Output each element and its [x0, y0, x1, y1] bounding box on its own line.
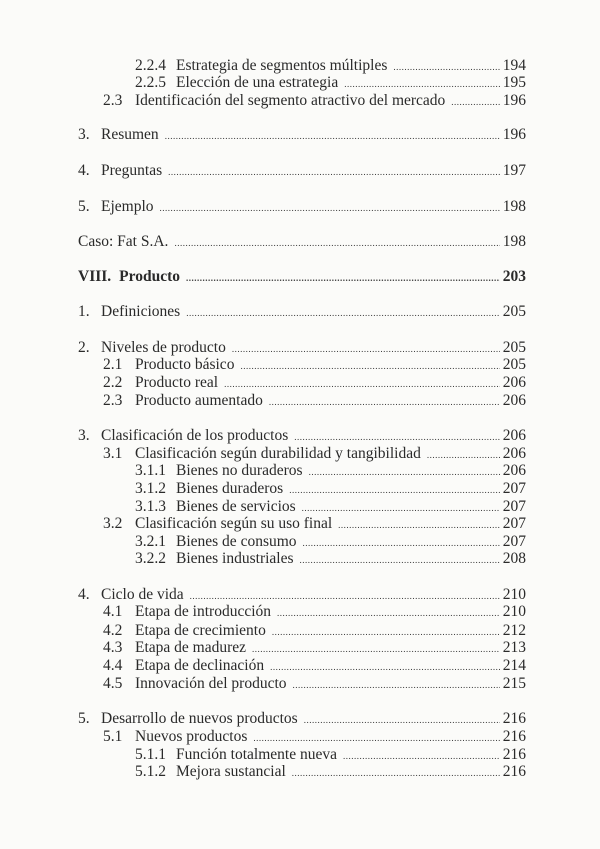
toc-entry: [103, 515, 526, 533]
leader-dots: [160, 199, 500, 217]
toc-entry: [103, 392, 526, 410]
toc-entry: [103, 622, 526, 640]
leader-dots: [289, 481, 500, 499]
toc-entry-number: VIII.: [78, 268, 112, 285]
leader-dots: [344, 75, 500, 93]
toc-entry-page: 210: [502, 586, 526, 603]
leader-dots: [186, 304, 500, 322]
toc-entry-number: 4.1: [103, 603, 123, 620]
toc-entry-page: 195: [502, 74, 526, 91]
toc-entry-number: 3.2: [103, 515, 123, 532]
toc-entry-number: 3.2.2: [135, 550, 166, 567]
toc-entry: [78, 303, 526, 321]
toc-entry-page: 205: [502, 356, 526, 373]
leader-dots: [451, 93, 499, 111]
toc-entry-page: 214: [502, 657, 526, 674]
toc-entry-page: 205: [502, 303, 526, 320]
toc-entry-number: 2.2.4: [135, 57, 166, 74]
toc-entry-page: 216: [502, 728, 526, 745]
leader-dots: [304, 711, 500, 729]
toc-entry-number: 4.: [78, 162, 90, 179]
toc-entry-title: Estrategia de segmentos múltiples: [176, 57, 388, 74]
toc-entry-title: Producto aumentado: [135, 392, 263, 409]
toc-entry-page: 196: [502, 92, 526, 109]
toc-entry-title: Preguntas: [101, 162, 163, 179]
toc-entry-page: 206: [502, 445, 526, 462]
leader-dots: [269, 393, 500, 411]
toc-entry: [103, 728, 526, 746]
toc-entry-title: Etapa de madurez: [135, 639, 247, 656]
toc-entry-title: Desarrollo de nuevos productos: [101, 710, 298, 727]
toc-entry-page: 208: [502, 550, 526, 567]
toc-entry-number: 1.: [78, 303, 90, 320]
toc-entry-title: Nuevos productos: [135, 728, 248, 745]
toc-entry: [78, 710, 526, 728]
toc-entry: [103, 675, 526, 693]
leader-dots: [252, 640, 500, 658]
toc-entry-title: Resumen: [101, 126, 159, 143]
toc-entry-number: 3.1.2: [135, 480, 166, 497]
toc-entry-number: 2.3: [103, 92, 123, 109]
toc-entry: [78, 268, 526, 286]
toc-entry: [135, 57, 526, 75]
toc-entry: [135, 480, 526, 498]
toc-entry-page: 216: [502, 710, 526, 727]
leader-dots: [186, 269, 500, 287]
toc-entry-title: Clasificación de los productos: [101, 427, 289, 444]
toc-entry-page: 194: [502, 57, 526, 74]
leader-dots: [277, 604, 500, 622]
toc-entry-page: 207: [502, 498, 526, 515]
toc-entry: [103, 657, 526, 675]
toc-entry-title: Bienes industriales: [176, 550, 294, 567]
leader-dots: [292, 764, 500, 782]
leader-dots: [174, 234, 499, 252]
toc-entry: [135, 763, 526, 781]
toc-entry-page: 206: [502, 427, 526, 444]
toc-entry-number: 3.1.3: [135, 498, 166, 515]
toc-entry-number: 3.1: [103, 445, 123, 462]
toc-entry: [135, 498, 526, 516]
toc-entry: [78, 162, 526, 180]
leader-dots: [294, 428, 500, 446]
toc-entry-page: 206: [502, 392, 526, 409]
leader-dots: [224, 375, 500, 393]
toc-entry-title: Función totalmente nueva: [176, 746, 337, 763]
toc-entry: [103, 92, 526, 110]
toc-entry-number: 4.5: [103, 675, 123, 692]
toc-entry-page: 198: [502, 233, 526, 250]
toc-entry: [103, 374, 526, 392]
leader-dots: [300, 551, 500, 569]
toc-entry-page: 196: [502, 126, 526, 143]
toc-entry-page: 206: [502, 374, 526, 391]
toc-entry-title: Etapa de crecimiento: [135, 622, 266, 639]
toc-entry: [103, 603, 526, 621]
leader-dots: [168, 163, 500, 181]
toc-entry-title: Niveles de producto: [101, 339, 226, 356]
toc-entry: [78, 198, 526, 216]
toc-entry-number: 2.2.5: [135, 74, 166, 91]
toc-entry-number: 2.2: [103, 374, 123, 391]
toc-entry-page: 203: [502, 268, 526, 285]
toc-entry-page: 210: [502, 603, 526, 620]
toc-entry-number: 5.1.2: [135, 763, 166, 780]
toc-entry-title: Producto básico: [135, 356, 235, 373]
toc-entry-page: 197: [502, 162, 526, 179]
toc-entry-title: Caso: Fat S.A.: [78, 233, 169, 250]
toc-entry: [78, 586, 526, 604]
toc-entry-number: 5.1.1: [135, 746, 166, 763]
leader-dots: [338, 516, 500, 534]
toc-entry: [135, 550, 526, 568]
leader-dots: [293, 676, 500, 694]
toc-entry-number: 5.1: [103, 728, 123, 745]
toc-entry-page: 207: [502, 515, 526, 532]
toc-entry: [78, 233, 526, 251]
toc-entry: [135, 462, 526, 480]
toc-entry-title: Clasificación según durabilidad y tangibilidad: [135, 445, 421, 462]
toc-entry-number: 4.4: [103, 657, 123, 674]
toc-entry-number: 4.2: [103, 622, 123, 639]
toc-entry-title: Innovación del producto: [135, 675, 287, 692]
leader-dots: [253, 729, 499, 747]
toc-entry-page: 212: [502, 622, 526, 639]
toc-entry: [135, 74, 526, 92]
toc-entry-title: Mejora sustancial: [176, 763, 286, 780]
toc-entry-page: 206: [502, 462, 526, 479]
toc-entry: [103, 445, 526, 463]
toc-entry-page: 207: [502, 533, 526, 550]
toc-entry-page: 215: [502, 675, 526, 692]
toc-entry-title: Definiciones: [101, 303, 181, 320]
toc-entry-page: 198: [502, 198, 526, 215]
toc-entry-page: 216: [502, 746, 526, 763]
toc-entry: [78, 427, 526, 445]
toc-entry-number: 3.: [78, 126, 90, 143]
toc-entry-number: 3.: [78, 427, 90, 444]
toc-entry-title: Etapa de introducción: [135, 603, 272, 620]
toc-entry-number: 2.3: [103, 392, 123, 409]
toc-entry: [135, 533, 526, 551]
leader-dots: [309, 463, 500, 481]
toc-entry-page: 213: [502, 639, 526, 656]
leader-dots: [165, 127, 500, 145]
toc-entry-number: 5.: [78, 198, 90, 215]
toc-entry-title: Identificación del segmento atractivo del mercado: [135, 92, 446, 109]
toc-entry: [78, 339, 526, 357]
toc-entry-number: 5.: [78, 710, 90, 727]
toc-entry-title: Bienes de servicios: [176, 498, 296, 515]
toc-entry: [103, 639, 526, 657]
toc-entry-number: 4.: [78, 586, 90, 603]
toc-entry-number: 4.3: [103, 639, 123, 656]
toc-entry-title: Bienes no duraderos: [176, 462, 303, 479]
toc-entry-title: Clasificación según su uso final: [135, 515, 333, 532]
toc-entry-title: Bienes de consumo: [176, 533, 297, 550]
toc-entry-title: Producto real: [135, 374, 219, 391]
toc-entry: [135, 746, 526, 764]
toc-entry-number: 2.1: [103, 356, 123, 373]
leader-dots: [270, 658, 500, 676]
toc-entry-title: Ciclo de vida: [101, 586, 184, 603]
toc-entry-title: Ejemplo: [101, 198, 154, 215]
toc-entry-page: 207: [502, 480, 526, 497]
toc-entry-title: Etapa de declinación: [135, 657, 265, 674]
toc-entry: [103, 356, 526, 374]
toc-entry-title: Elección de una estrategia: [176, 74, 339, 91]
toc-entry-number: 3.1.1: [135, 462, 166, 479]
toc-entry-title: Producto: [119, 268, 181, 285]
toc-entry-title: Bienes duraderos: [176, 480, 284, 497]
toc-entry-page: 205: [502, 339, 526, 356]
toc-entry-number: 3.2.1: [135, 533, 166, 550]
toc-entry: [78, 126, 526, 144]
leader-dots: [240, 357, 499, 375]
toc-entry-page: 216: [502, 763, 526, 780]
toc-entry-number: 2.: [78, 339, 90, 356]
